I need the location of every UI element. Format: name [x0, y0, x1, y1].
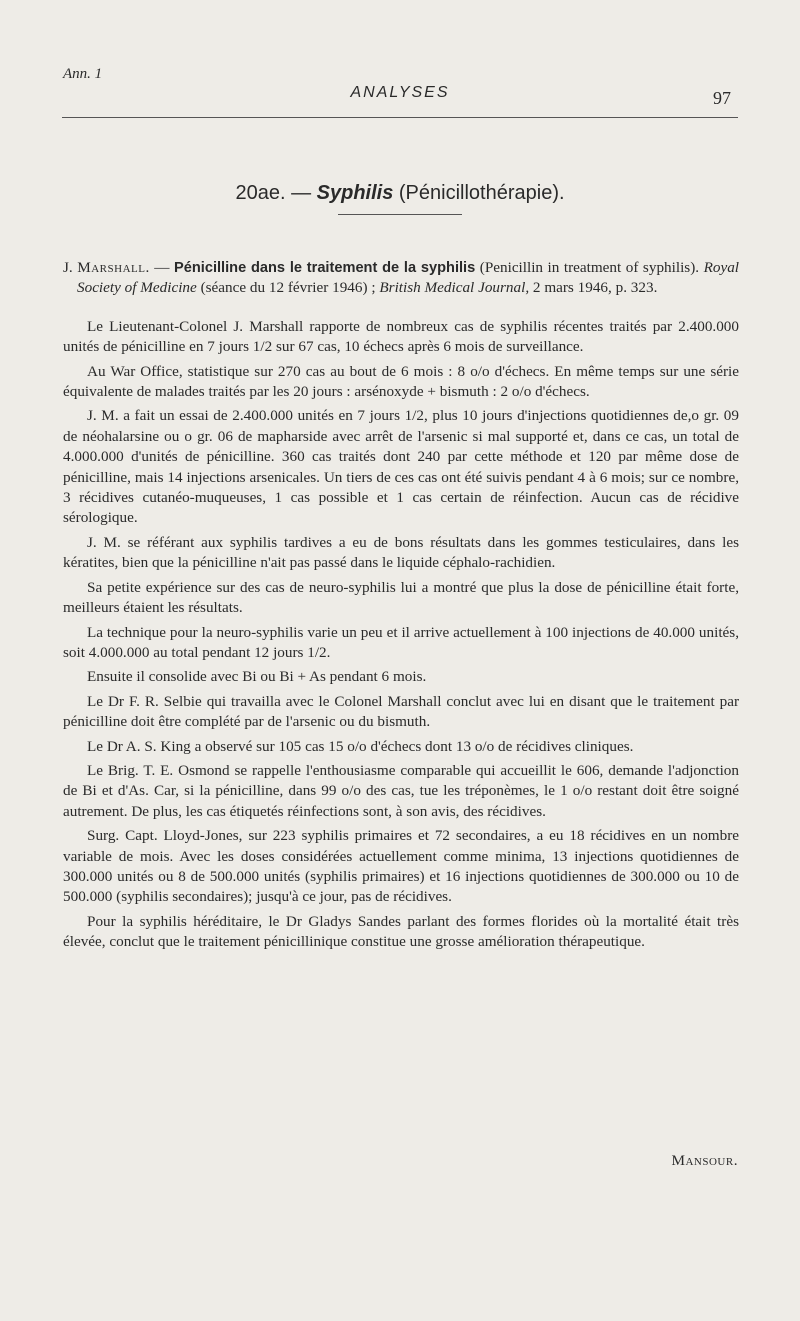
- section-topic: Syphilis: [316, 182, 394, 204]
- paragraph: Ensuite il consolide avec Bi ou Bi + As pendant 6 mois.: [87, 668, 427, 686]
- session-date: (séance du 12 février 1946) ;: [196, 279, 380, 297]
- section-number: 20ae.: [235, 182, 286, 204]
- paragraph: Le Dr F. R. Selbie qui travailla avec le Colonel Marshall conclut avec lui en disant que le traitement par pénicilline doit être complété par de l'arsenic ou du bismuth.: [63, 692, 739, 731]
- paragraph: J. M. se référant aux syphilis tardives a eu de bons résultats dans les gommes testiculaires, dans les kératites, bien que la pénicilline n'ait pas passé dans le liquide céphalo-rachidien.: [63, 533, 739, 572]
- header-rule: [62, 117, 738, 118]
- article-body: [63, 258, 739, 953]
- page-number: 97: [713, 88, 731, 108]
- paragraph: Le Lieutenant-Colonel J. Marshall rapporte de nombreux cas de syphilis récentes traités par 2.400.000 unités de pénicilline en 7 jours 1/2 sur 67 cas, 10 échecs après 6 mois de surveillance.: [63, 317, 739, 356]
- journal-name: British Medical Journal,: [379, 279, 530, 297]
- author-name: Marshall.: [77, 259, 150, 276]
- bibliographic-reference: [63, 258, 739, 299]
- author-signature: Mansour.: [671, 1152, 738, 1169]
- paragraph: La technique pour la neuro-syphilis varie un peu et il arrive actuellement à 100 injections de 40.000 unités, soit 4.000.000 au total pendant 12 jours 1/2.: [63, 623, 739, 661]
- section-title: [0, 182, 800, 205]
- english-title: (Penicillin in treatment of syphilis).: [475, 259, 704, 276]
- section-rule: [338, 214, 462, 215]
- running-header: ANALYSES: [350, 84, 450, 101]
- paragraph: Le Dr A. S. King a observé sur 105 cas 15 o/o d'échecs dont 13 o/o de récidives cliniques.: [87, 737, 634, 755]
- paragraph: Le Brig. T. E. Osmond se rappelle l'enthousiasme comparable qui accueillit le 606, demande l'adjonction de Bi et d'As. Car, si la pénicilline, dans 99 o/o des cas, tue les tréponèmes, le 1 o/o restant doit être soigné autrement. De plus, les cas étiquetés réinfections sont, à son avis, des récidives.: [63, 761, 739, 820]
- author-initial: J.: [63, 259, 78, 276]
- paragraph: Sa petite expérience sur des cas de neuro-syphilis lui a montré que plus la dose de pénicilline était forte, meilleurs étaient les résultats.: [63, 578, 739, 617]
- society-name: Royal Society of Medicine: [77, 259, 740, 297]
- section-dash: —: [285, 182, 317, 204]
- paragraph: J. M. a fait un essai de 2.400.000 unités en 7 jours 1/2, plus 10 jours d'injections quotidiennes de,o gr. 09 de néohalarsine ou o gr. 06 de mapharside avec arrêt de l'arsenic si mal supporté et, dans ce cas, un total de 4.000.000 d'unités de pénicilline. 360 cas traités dont 240 par cette méthode et 120 par même dose de pénicilline, mais 14 injections arsenicales. Un tiers de ces cas ont été suivis pendant 4 à 6 mois; sur ce nombre, 3 récidives cutanéo-muqueuses, 1 cas possible et 1 cas certain de réinfection. Aucun cas de récidive sérologique.: [63, 407, 739, 527]
- citation-details: 2 mars 1946, p. 323.: [529, 279, 658, 297]
- reference-dash: —: [149, 259, 175, 276]
- article-title: Pénicilline dans le traitement de la syphilis: [174, 260, 476, 276]
- paragraph: Au War Office, statistique sur 270 cas au bout de 6 mois : 8 o/o d'échecs. En même temps sur une série équivalente de malades traités par les 20 jours : arsénoxyde + bismuth : 2 o/o d'échecs.: [63, 362, 739, 401]
- journal-abbreviation: Ann. 1: [63, 66, 103, 82]
- paragraph: Pour la syphilis héréditaire, le Dr Gladys Sandes parlant des formes florides où la mortalité était très élevée, conclut que le traitement pénicillinique constitue une grosse amélioration thérapeutique.: [63, 912, 739, 951]
- section-subtitle: (Pénicillothérapie).: [393, 182, 565, 204]
- paragraph: Surg. Capt. Lloyd-Jones, sur 223 syphilis primaires et 72 secondaires, a eu 18 récidives en un nombre variable de mois. Avec les doses considérées actuellement comme minima, 13 injections quotidiennes de 300.000 unités ou 8 de 500.000 unités (syphilis primaires) et 16 injections quotidiennes de 300.000 ou 10 de 500.000 (syphilis secondaires); jusqu'à ce jour, pas de récidives.: [63, 827, 739, 906]
